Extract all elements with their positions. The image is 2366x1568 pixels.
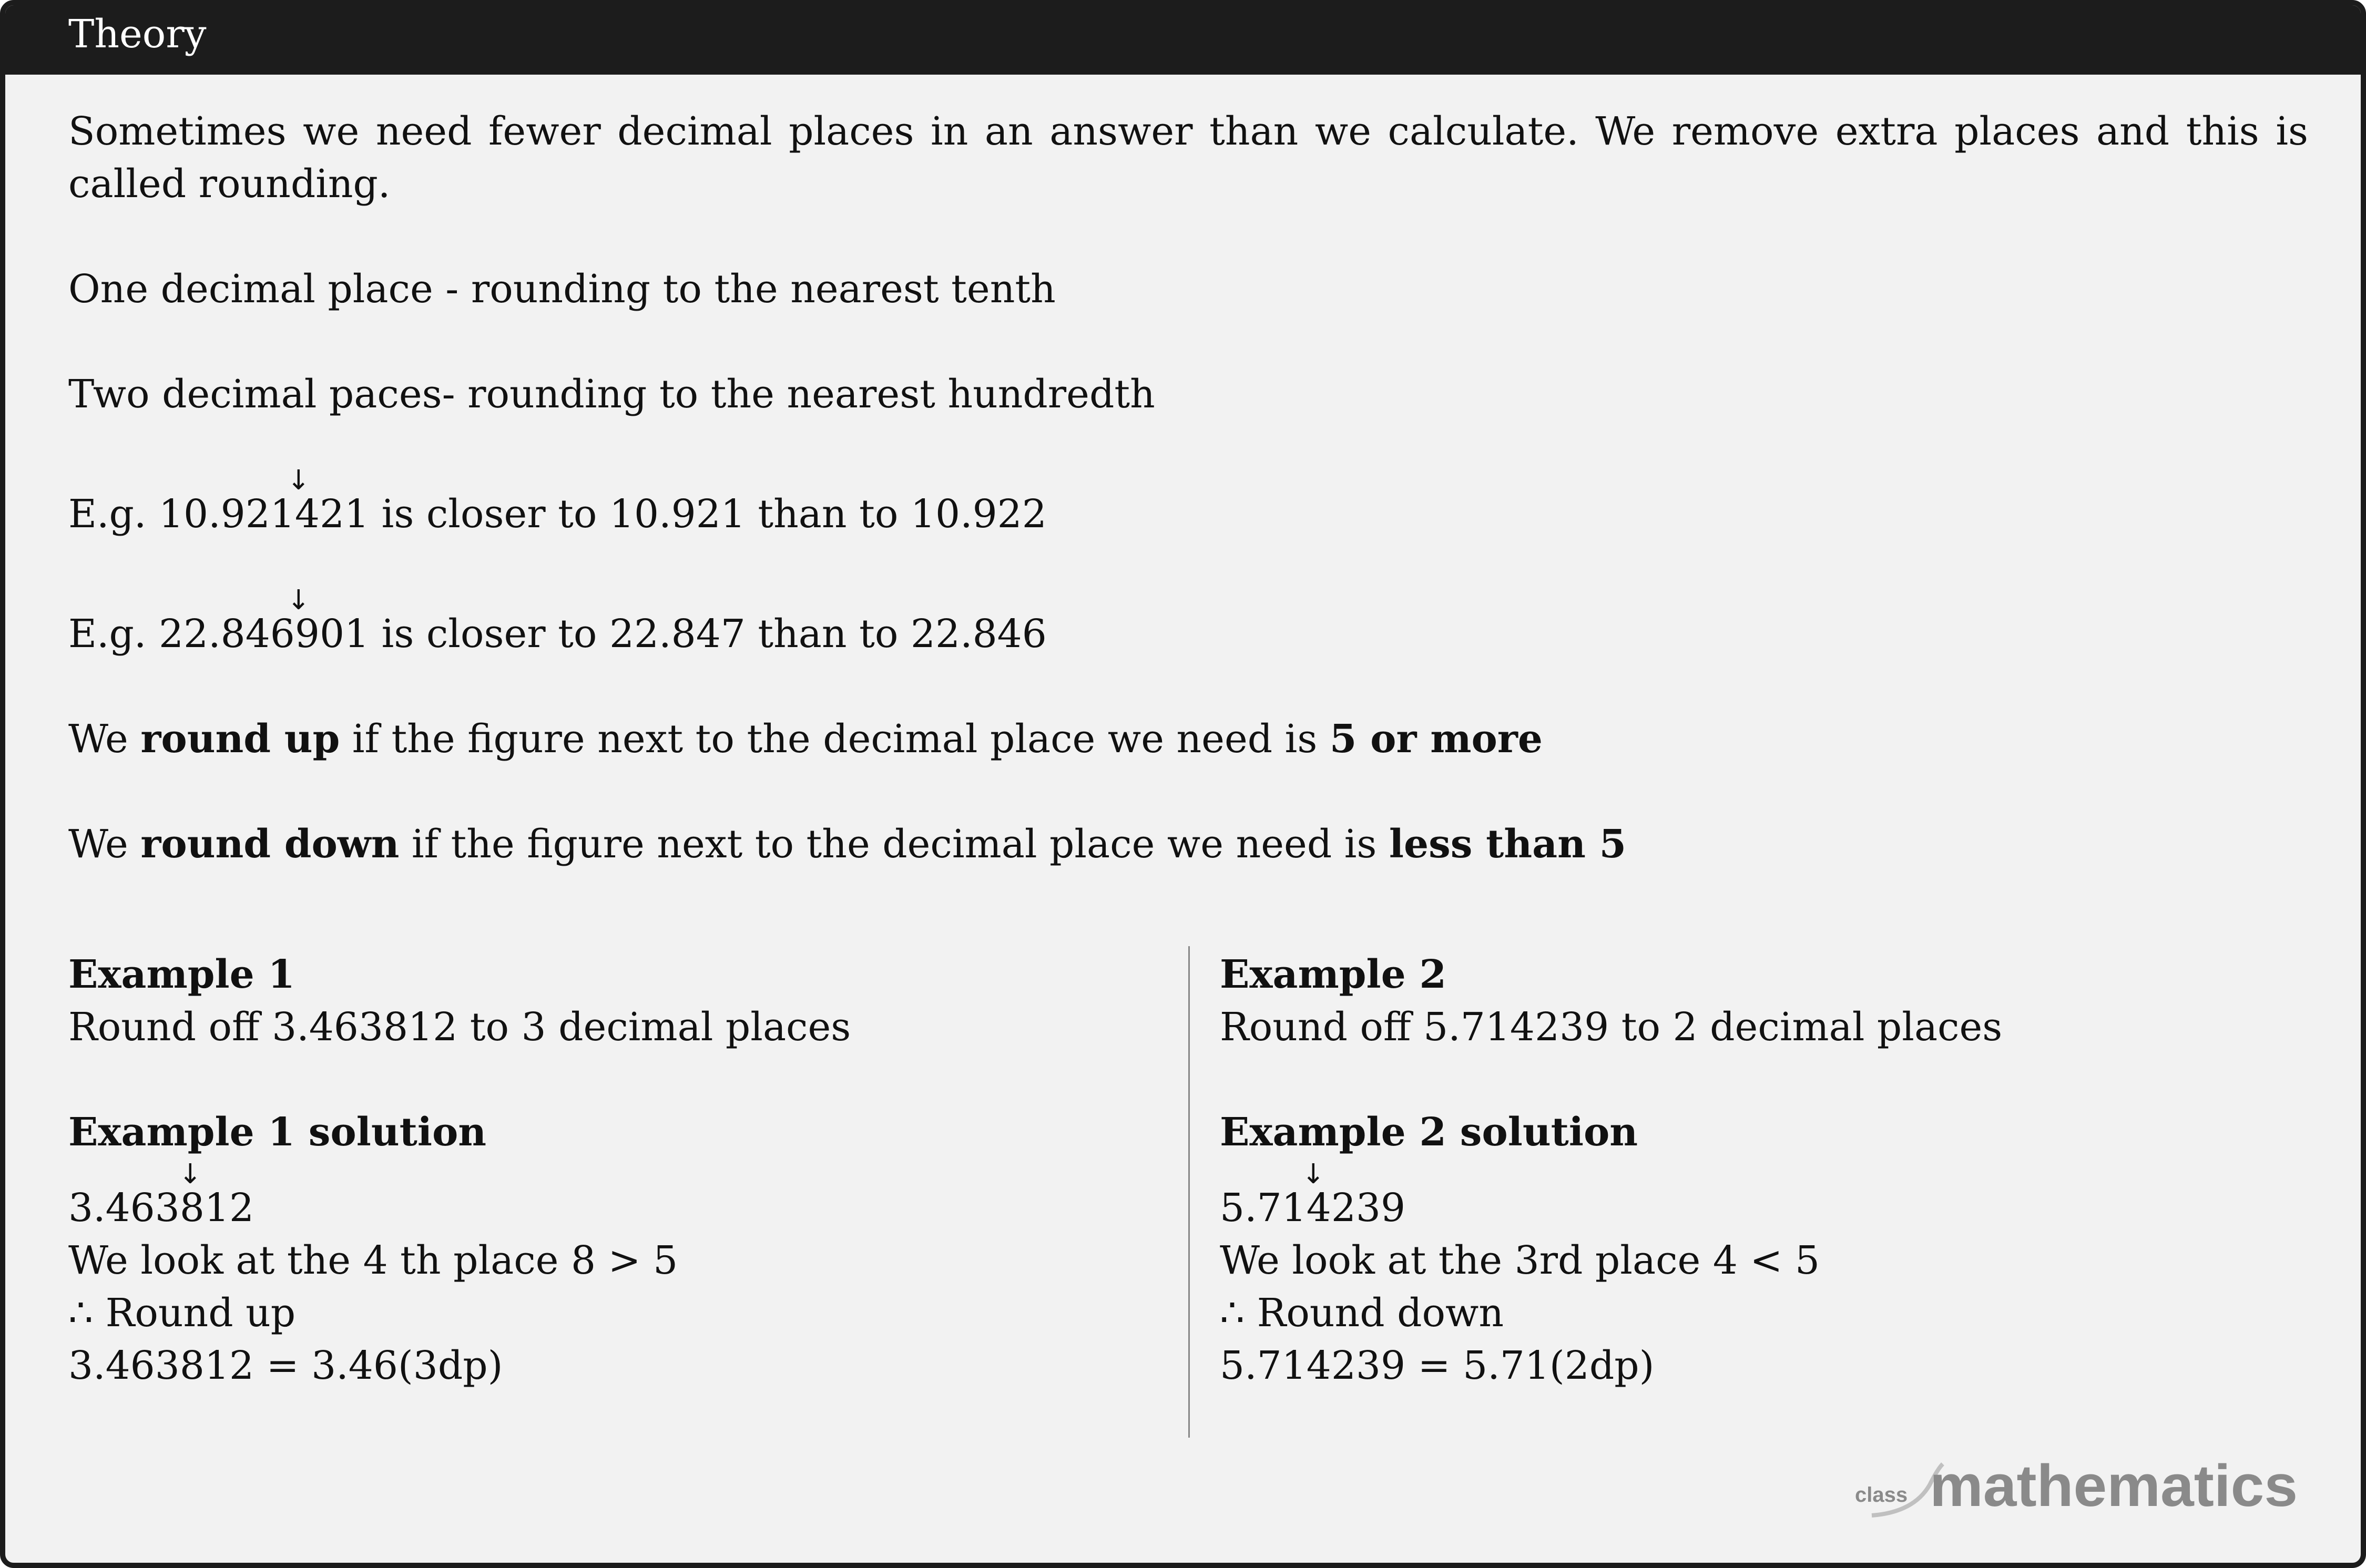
example1-solution-title-text: Example 1 solution xyxy=(68,1110,487,1155)
example-eg1: E.g. 10.921421 is closer to 10.921 than to 10.922 xyxy=(68,491,1047,537)
round-up-pre: We xyxy=(68,716,141,762)
example2-step1: We look at the 3rd place 4 < 5 xyxy=(1220,1238,1820,1283)
example2-step2: ∴ Round down xyxy=(1220,1290,1504,1336)
example2-title-text: Example 2 xyxy=(1220,952,1446,997)
example2-solution-title-text: Example 2 solution xyxy=(1220,1110,1638,1155)
digit-arrow-icon: ↓ xyxy=(287,465,310,496)
header-title: Theory xyxy=(68,12,207,57)
logo-class-text: class xyxy=(1855,1483,1908,1506)
two-decimal-places-text: Two decimal paces- rounding to the nearest hundredth xyxy=(68,372,1155,417)
round-down-condition: less than 5 xyxy=(1389,822,1627,867)
card-header xyxy=(5,5,2361,75)
round-up-keyword: round up xyxy=(140,716,340,762)
round-down-rule xyxy=(68,818,1626,870)
logo-mathematics-text: mathematics xyxy=(1930,1453,2298,1519)
round-down-mid: if the figure next to the decimal place we need is xyxy=(399,822,1389,867)
example1-step1: We look at the 4 th place 8 > 5 xyxy=(68,1238,678,1283)
round-down-pre: We xyxy=(68,822,141,867)
example2-number: 5.714239 xyxy=(1220,1185,1406,1231)
example1-result: 3.463812 = 3.46(3dp) xyxy=(68,1343,503,1388)
column-divider xyxy=(1188,946,1190,1438)
example1-question: Round off 3.463812 to 3 decimal places xyxy=(68,1005,851,1050)
example1-number: 3.463812 xyxy=(68,1185,254,1231)
round-down-keyword: round down xyxy=(140,822,400,867)
one-decimal-place-text: One decimal place - rounding to the nearest tenth xyxy=(68,267,1056,312)
example2-result: 5.714239 = 5.71(2dp) xyxy=(1220,1343,1655,1388)
round-up-condition: 5 or more xyxy=(1329,716,1543,762)
digit-arrow-icon: ↓ xyxy=(179,1159,202,1190)
example-eg2: E.g. 22.846901 is closer to 22.847 than to 22.846 xyxy=(68,611,1047,657)
example1-title xyxy=(68,948,295,1001)
example1-solution-title xyxy=(68,1106,486,1159)
round-up-mid: if the figure next to the decimal place we need is xyxy=(340,716,1330,762)
digit-arrow-icon: ↓ xyxy=(1302,1159,1325,1190)
example2-title xyxy=(1220,948,1446,1001)
intro-paragraph: Sometimes we need fewer decimal places in an answer than we calculate. We remove extra places and this is called rounding. xyxy=(68,109,2308,207)
round-up-rule xyxy=(68,713,1543,765)
example1-step2: ∴ Round up xyxy=(68,1290,296,1336)
class-mathematics-logo xyxy=(1851,1453,2303,1522)
digit-arrow-icon: ↓ xyxy=(287,585,310,616)
example2-question: Round off 5.714239 to 2 decimal places xyxy=(1220,1005,2003,1050)
example2-solution-title xyxy=(1220,1106,1638,1159)
example1-title-text: Example 1 xyxy=(68,952,295,997)
